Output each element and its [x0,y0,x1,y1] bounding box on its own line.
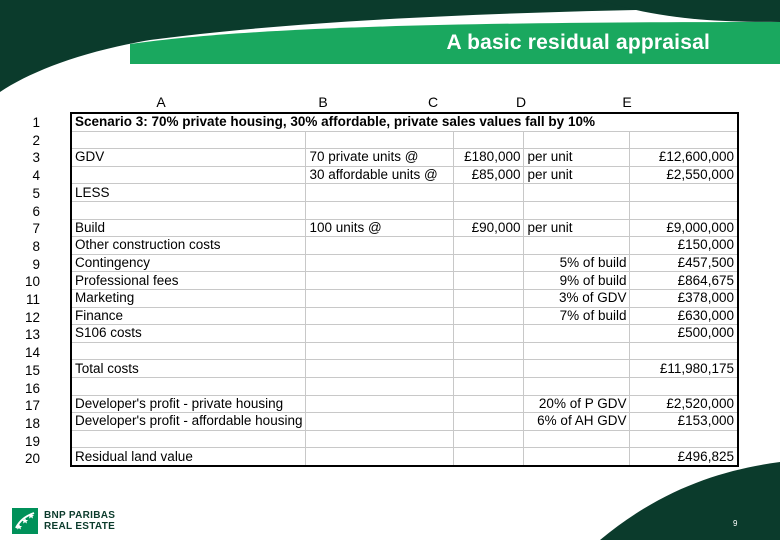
cell-a: Build [71,219,306,237]
row-number: 3 [32,150,40,166]
bnp-paribas-logo [12,508,152,534]
cell-d: 9% of build [524,272,630,290]
cell-a [71,131,306,149]
cell-e: £11,980,175 [630,360,738,378]
cell-d [524,342,630,360]
cell-a: Scenario 3: 70% private housing, 30% affordable, private sales values fall by 10% [71,113,738,131]
cell-e [630,430,738,448]
bnp-stars-logo-icon [12,508,38,534]
cell-b [306,254,454,272]
cell-d [524,430,630,448]
cell-a: S106 costs [71,325,306,343]
cell-a: Developer's profit - private housing [71,395,306,413]
column-header-c: C [427,94,439,110]
cell-a [71,377,306,395]
cell-c: £90,000 [454,219,524,237]
table-row [71,254,738,272]
cell-c [454,448,524,466]
page-number: 9 [733,519,738,528]
cell-e: £630,000 [630,307,738,325]
cell-b [306,430,454,448]
cell-a: Developer's profit - affordable housing [71,413,306,431]
cell-d: 20% of P GDV [524,395,630,413]
cell-e: £150,000 [630,237,738,255]
cell-c [454,184,524,202]
cell-a: Professional fees [71,272,306,290]
row-number: 9 [32,256,40,272]
table-row [71,201,738,219]
row-number: 18 [24,415,40,431]
cell-a: Marketing [71,289,306,307]
cell-e: £153,000 [630,413,738,431]
cell-c [454,413,524,431]
cell-a [71,201,306,219]
row-number: 15 [24,362,40,378]
row-number: 7 [32,221,40,237]
spreadsheet-table [70,112,739,467]
cell-e: £2,550,000 [630,166,738,184]
cell-c [454,377,524,395]
cell-b [306,184,454,202]
row-number: 13 [24,327,40,343]
table-row [71,289,738,307]
table-row [71,395,738,413]
table-row [71,430,738,448]
cell-c [454,430,524,448]
cell-c: £180,000 [454,149,524,167]
cell-b [306,307,454,325]
cell-a: Other construction costs [71,237,306,255]
cell-b: 100 units @ [306,219,454,237]
cell-c [454,289,524,307]
cell-c [454,360,524,378]
cell-d: per unit [524,166,630,184]
table-row [71,166,738,184]
cell-b [306,448,454,466]
table-row [71,413,738,431]
slide-title: A basic residual appraisal [446,31,710,54]
cell-e [630,342,738,360]
cell-b [306,325,454,343]
table-row [71,307,738,325]
cell-e [630,201,738,219]
table-row [71,219,738,237]
row-number: 8 [32,238,40,254]
top-right-band [600,0,780,22]
row-number: 11 [25,292,40,307]
cell-b [306,413,454,431]
cell-c [454,237,524,255]
cell-e: £500,000 [630,325,738,343]
row-number: 20 [24,451,40,467]
cell-e [630,184,738,202]
row-number: 4 [32,168,40,184]
column-header-a: A [156,94,166,110]
row-number: 5 [32,185,40,201]
cell-d [524,325,630,343]
cell-a: Total costs [71,360,306,378]
logo-wordmark [44,510,115,532]
cell-e: £378,000 [630,289,738,307]
cell-d [524,360,630,378]
cell-c [454,201,524,219]
cell-a [71,342,306,360]
cell-a [71,430,306,448]
cell-b [306,395,454,413]
cell-d [524,184,630,202]
cell-e: £864,675 [630,272,738,290]
logo-line-1: BNP PARIBAS [44,510,116,521]
cell-b: 30 affordable units @ [306,166,454,184]
cell-c [454,342,524,360]
row-number: 16 [24,380,40,396]
cell-b [306,201,454,219]
cell-e: £457,500 [630,254,738,272]
cell-c [454,254,524,272]
column-header-d: D [515,94,527,110]
cell-a: Residual land value [71,448,306,466]
column-header-e: E [622,94,632,110]
cell-c: £85,000 [454,166,524,184]
cell-e [630,377,738,395]
row-number: 14 [24,345,40,361]
cell-e [630,131,738,149]
column-header-b: B [318,94,328,110]
row-number: 12 [24,309,40,325]
table-row [71,184,738,202]
table-row [71,113,738,131]
cell-b: 70 private units @ [306,149,454,167]
table-row [71,149,738,167]
table-row [71,448,738,466]
cell-a: Finance [71,307,306,325]
cell-b [306,131,454,149]
cell-d: 3% of GDV [524,289,630,307]
row-number: 17 [24,398,40,414]
logo-line-2: REAL ESTATE [44,521,116,532]
cell-e: £9,000,000 [630,219,738,237]
cell-d: 6% of AH GDV [524,413,630,431]
table-row [71,131,738,149]
table-row [71,342,738,360]
cell-b [306,289,454,307]
cell-d [524,131,630,149]
table-row [71,272,738,290]
cell-d [524,448,630,466]
cell-e: £2,520,000 [630,395,738,413]
cell-b [306,342,454,360]
table-row [71,237,738,255]
cell-a: LESS [71,184,306,202]
row-number: 10 [24,274,40,290]
cell-d [524,237,630,255]
cell-b [306,377,454,395]
cell-d: 5% of build [524,254,630,272]
cell-a: Contingency [71,254,306,272]
cell-d: per unit [524,149,630,167]
cell-e: £12,600,000 [630,149,738,167]
cell-c [454,272,524,290]
cell-d [524,377,630,395]
table-row [71,377,738,395]
cell-a [71,166,306,184]
row-number: 2 [32,132,40,148]
bottom-right-swoosh [600,462,780,540]
cell-c [454,395,524,413]
cell-c [454,131,524,149]
cell-b [306,272,454,290]
row-number: 19 [24,433,40,449]
table-row [71,325,738,343]
row-number: 1 [32,115,40,130]
cell-c [454,307,524,325]
cell-b [306,237,454,255]
cell-d: per unit [524,219,630,237]
cell-e: £496,825 [630,448,738,466]
cell-c [454,325,524,343]
cell-d [524,201,630,219]
row-number: 6 [32,203,40,219]
cell-b [306,360,454,378]
cell-d: 7% of build [524,307,630,325]
cell-a: GDV [71,149,306,167]
table-row [71,360,738,378]
